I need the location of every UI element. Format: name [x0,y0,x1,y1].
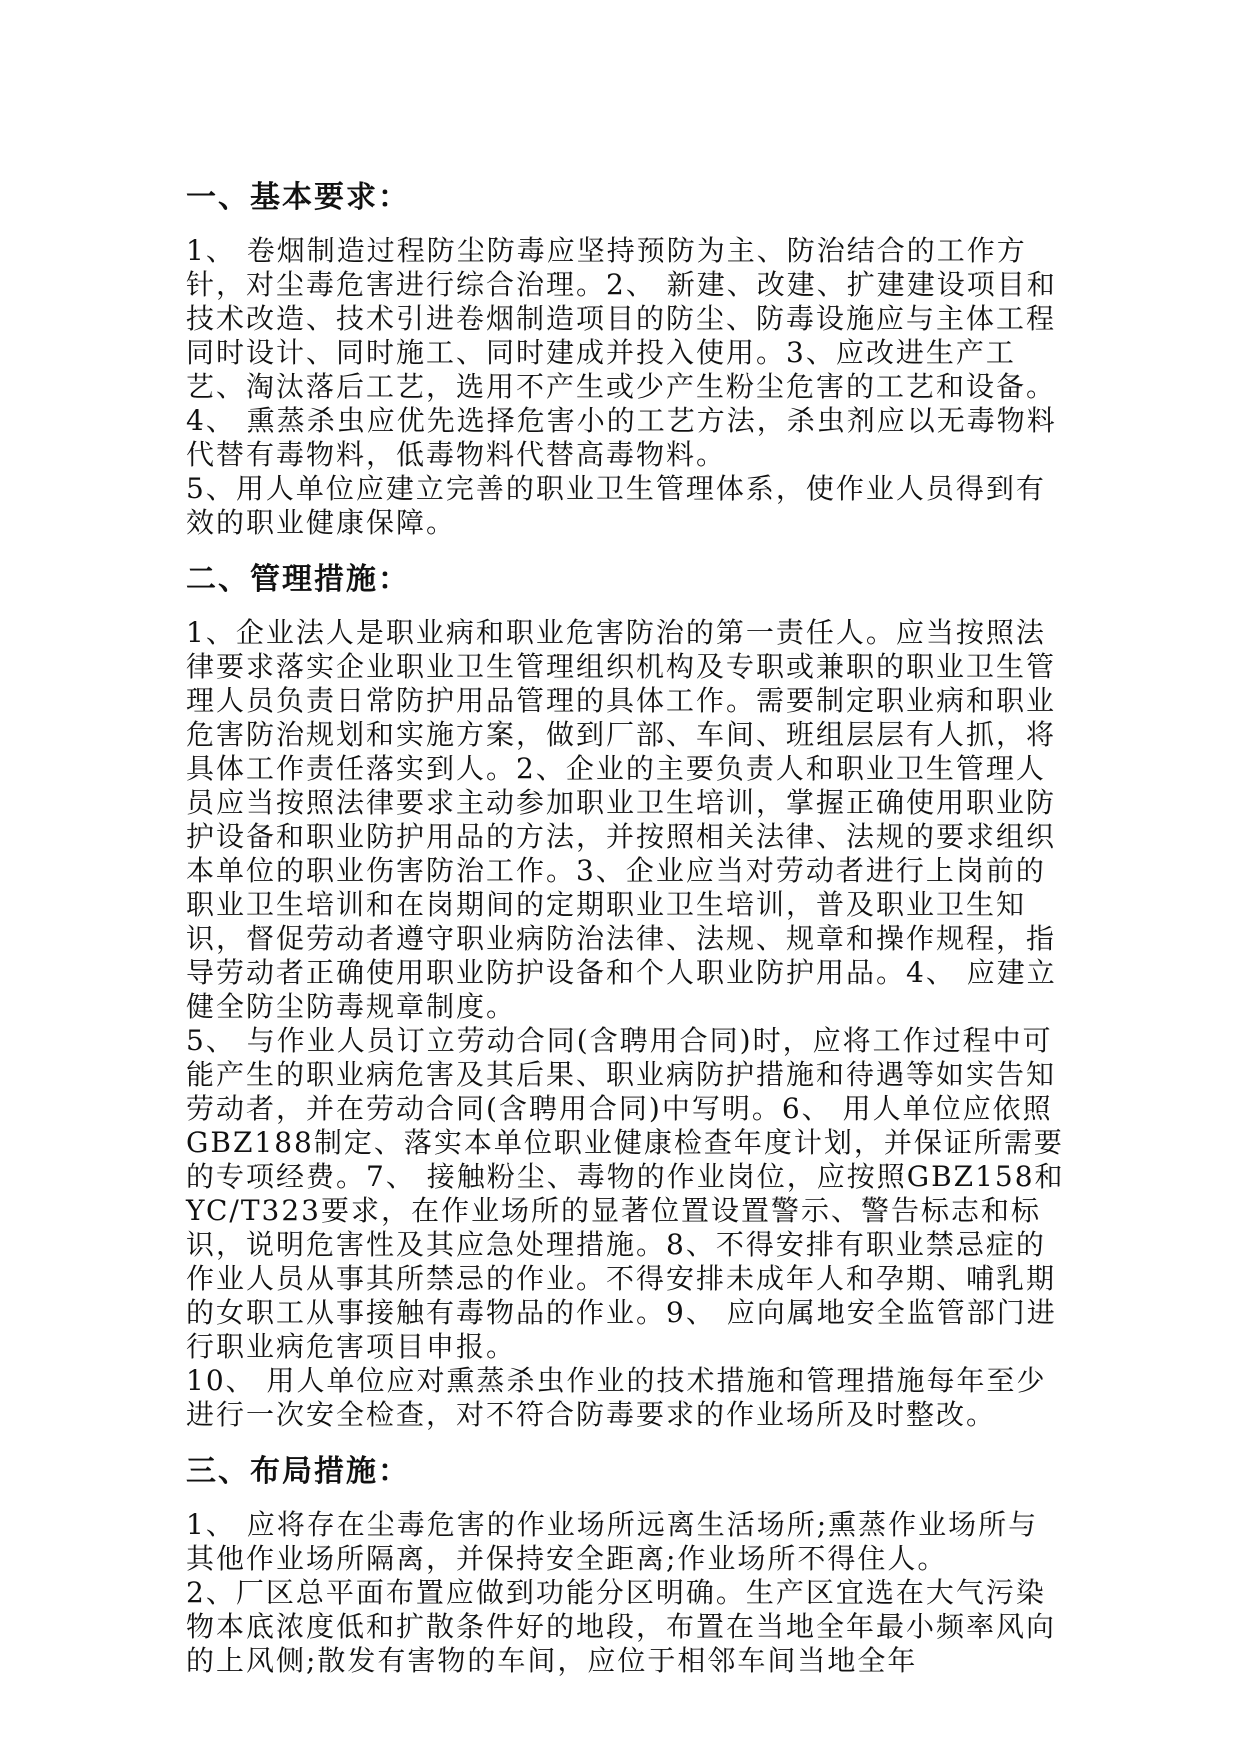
paragraph: 10、 用人单位应对熏蒸杀虫作业的技术措施和管理措施每年至少进行一次安全检查，对不符合防毒要求的作业场所及时整改。 [186,1364,1047,1431]
paragraph: 5、 与作业人员订立劳动合同(含聘用合同)时，应将工作过程中可能产生的职业病危害及其后果、职业病防护措施和待遇等如实告知劳动者，并在劳动合同(含聘用合同)中写明。6、 用人单位应依照GBZ188制定、落实本单位职业健康检查年度计划，并保证所需要的专项经费。7、 接触粉尘、毒物的作业岗位，应按照GBZ158和YC/T323要求，在作业场所的显著位置设置警示、警告标志和标识，说明危害性及其应急处理措施。8、不得安排有职业禁忌症的作业人员从事其所禁忌的作业。不得安排未成年人和孕期、哺乳期的女职工从事接触有毒物品的作业。9、 应向属地安全监管部门进行职业病危害项目申报。 [186,1024,1065,1363]
section-heading: 一、基本要求： [186,180,410,215]
paragraph: 1、企业法人是职业病和职业危害防治的第一责任人。应当按照法律要求落实企业职业卫生管理组织机构及专职或兼职的职业卫生管理人员负责日常防护用品管理的具体工作。需要制定职业病和职业危害防治规划和实施方案，做到厂部、车间、班组层层有人抓，将具体工作责任落实到人。2、企业的主要负责人和职业卫生管理人员应当按照法律要求主动参加职业卫生培训，掌握正确使用职业防护设备和职业防护用品的方法，并按照相关法律、法规的要求组织本单位的职业伤害防治工作。3、企业应当对劳动者进行上岗前的职业卫生培训和在岗期间的定期职业卫生培训，普及职业卫生知识，督促劳动者遵守职业病防治法律、法规、规章和操作规程，指导劳动者正确使用职业防护设备和个人职业防护用品。4、 应建立健全防尘防毒规章制度。 [186,616,1057,1023]
section-heading: 三、布局措施： [186,1454,410,1489]
section-layout-measures [186,1450,1066,1678]
section-basic-requirements [186,176,1066,540]
section-management-measures [186,558,1066,1432]
paragraph: 1、 卷烟制造过程防尘防毒应坚持预防为主、防治结合的工作方针，对尘毒危害进行综合治理。2、 新建、改建、扩建建设项目和技术改造、技术引进卷烟制造项目的防尘、防毒设施应与主体工程同时设计、同时施工、同时建成并投入使用。3、应改进生产工艺、淘汰落后工艺，选用不产生或少产生粉尘危害的工艺和设备。4、 熏蒸杀虫应优先选择危害小的工艺方法，杀虫剂应以无毒物料代替有毒物料，低毒物料代替高毒物料。 [186,234,1057,471]
section-heading: 二、管理措施： [186,562,410,597]
paragraph: 1、 应将存在尘毒危害的作业场所远离生活场所;熏蒸作业场所与其他作业场所隔离，并保持安全距离;作业场所不得住人。 [186,1508,1039,1575]
paragraph: 5、用人单位应建立完善的职业卫生管理体系，使作业人员得到有效的职业健康保障。 [186,472,1046,539]
paragraph: 2、厂区总平面布置应做到功能分区明确。生产区宜选在大气污染物本底浓度低和扩散条件好的地段，布置在当地全年最小频率风向的上风侧;散发有害物的车间，应位于相邻车间当地全年 [186,1576,1057,1677]
document-page [186,176,1066,1696]
